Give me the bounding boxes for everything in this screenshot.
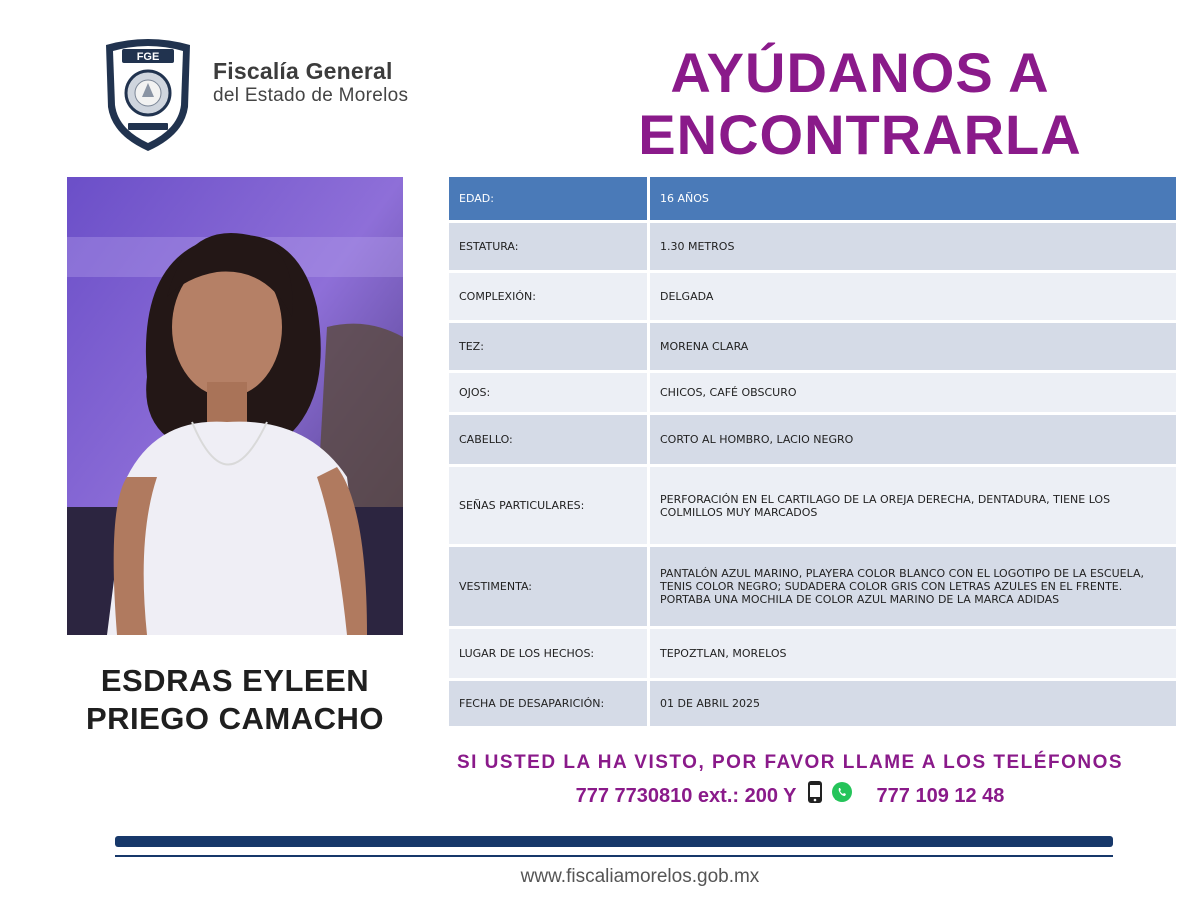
whatsapp-icon <box>831 781 853 811</box>
detail-row <box>449 467 1176 547</box>
detail-value: MORENA CLARA <box>650 323 1176 373</box>
phone-number-office[interactable]: 777 7730810 ext.: 200 Y <box>575 785 797 807</box>
detail-value: DELGADA <box>650 273 1176 323</box>
detail-row <box>449 681 1176 729</box>
headline <box>600 42 1120 166</box>
detail-row <box>449 415 1176 467</box>
headline-line2: ENCONTRARLA <box>638 103 1082 166</box>
detail-label: FECHA DE DESAPARICIÓN: <box>449 681 650 729</box>
footer-divider-thin <box>115 855 1113 857</box>
detail-label: SEÑAS PARTICULARES: <box>449 467 650 547</box>
detail-label: ESTATURA: <box>449 223 650 273</box>
logo-text: FGE <box>136 51 160 63</box>
detail-value: TEPOZTLAN, MORELOS <box>650 629 1176 681</box>
footer-divider-thick <box>115 836 1113 847</box>
detail-row <box>449 273 1176 323</box>
org-name: Fiscalía General <box>213 58 393 84</box>
detail-label: OJOS: <box>449 373 650 415</box>
detail-label: TEZ: <box>449 323 650 373</box>
detail-row <box>449 629 1176 681</box>
org-block <box>213 57 408 107</box>
phone-number-whatsapp[interactable]: 777 109 12 48 <box>876 785 1005 807</box>
detail-label: LUGAR DE LOS HECHOS: <box>449 629 650 681</box>
org-subtitle: del Estado de Morelos <box>213 85 409 106</box>
contact-phones <box>420 780 1160 812</box>
detail-value: PANTALÓN AZUL MARINO, PLAYERA COLOR BLANCO CON EL LOGOTIPO DE LA ESCUELA, TENIS COLOR NEGRO; SUDADERA COLOR GRIS CON LETRAS AZULES EN EL FRENTE. PORTABA UNA MOCHILA DE COLOR AZUL MARINO DE LA MARCA ADIDAS <box>650 547 1176 629</box>
name-line1: ESDRAS EYLEEN <box>100 663 370 698</box>
contact-prompt: SI USTED LA HA VISTO, POR FAVOR LLAME A LOS TELÉFONOS <box>456 752 1124 773</box>
detail-row <box>449 373 1176 415</box>
headline-line1: AYÚDANOS A <box>670 41 1050 104</box>
detail-label: COMPLEXIÓN: <box>449 273 650 323</box>
detail-value: CORTO AL HOMBRO, LACIO NEGRO <box>650 415 1176 467</box>
detail-label: EDAD: <box>449 177 650 223</box>
detail-row <box>449 223 1176 273</box>
detail-value: CHICOS, CAFÉ OBSCURO <box>650 373 1176 415</box>
detail-label: VESTIMENTA: <box>449 547 650 629</box>
missing-person-name <box>50 662 420 738</box>
detail-value: PERFORACIÓN EN EL CARTILAGO DE LA OREJA DERECHA, DENTADURA, TIENE LOS COLMILLOS MUY MARCADOS <box>650 467 1176 547</box>
fge-shield-logo-icon <box>100 35 196 153</box>
detail-row <box>449 323 1176 373</box>
detail-row <box>449 177 1176 223</box>
missing-person-photo <box>67 177 403 635</box>
detail-value: 01 DE ABRIL 2025 <box>650 681 1176 729</box>
details-table <box>449 177 1176 729</box>
detail-row <box>449 547 1176 629</box>
detail-value: 16 AÑOS <box>650 177 1176 223</box>
mobile-phone-icon <box>807 780 823 812</box>
name-line2: PRIEGO CAMACHO <box>85 701 385 736</box>
detail-value: 1.30 METROS <box>650 223 1176 273</box>
website-link[interactable]: www.fiscaliamorelos.gob.mx <box>520 866 760 887</box>
detail-label: CABELLO: <box>449 415 650 467</box>
